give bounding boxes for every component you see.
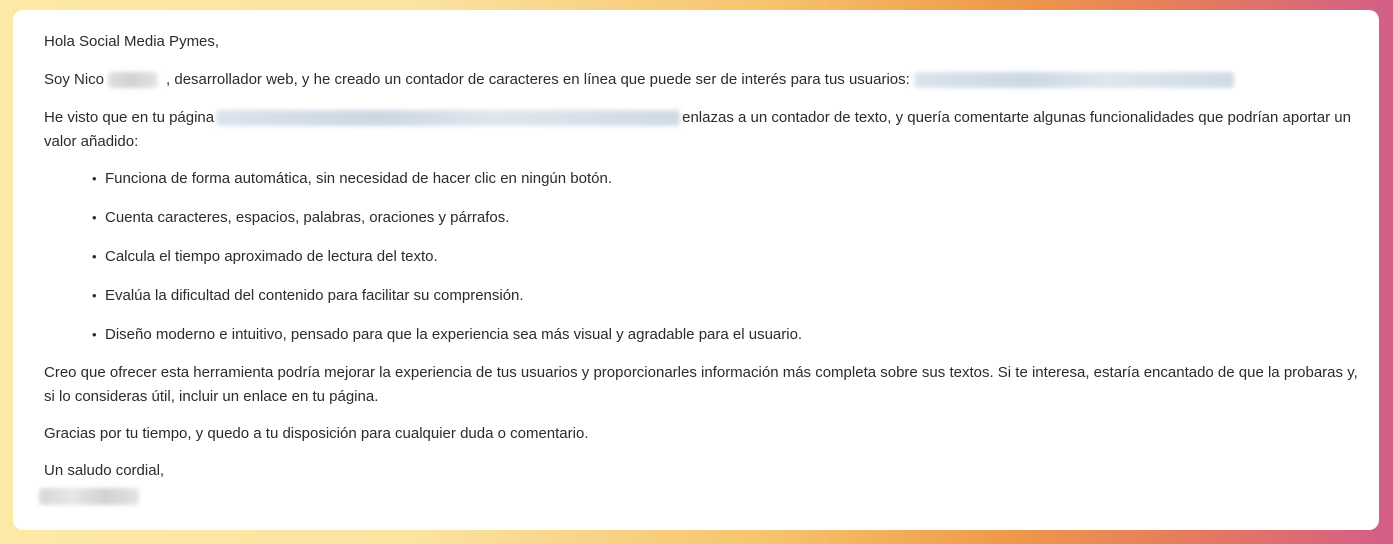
list-item	[94, 323, 1363, 347]
greeting-line: Hola Social Media Pymes,	[44, 33, 220, 50]
feature-text: Evalúa la dificultad del contenido para facilitar su comprensión.	[105, 287, 524, 304]
list-item	[94, 284, 1363, 308]
redacted-signature	[39, 488, 139, 505]
bullet-icon: •	[92, 327, 97, 342]
context-text-start: He visto que en tu página	[44, 109, 215, 126]
context-text-end: enlazas a un contador de texto, y quería comentarte algunas funcionalidades que podrían aportar un valor añadido:	[44, 109, 1351, 150]
email-body-card	[13, 10, 1379, 530]
list-item	[94, 167, 1363, 191]
bullet-icon: •	[92, 249, 97, 264]
redacted-tool-url	[914, 72, 1234, 88]
feature-text: Cuenta caracteres, espacios, palabras, oraciones y párrafos.	[105, 209, 510, 226]
list-item	[94, 206, 1363, 230]
bullet-icon: •	[92, 210, 97, 225]
intro-text-end: , desarrollador web, y he creado un contador de caracteres en línea que puede ser de interés para tus usuarios:	[166, 71, 910, 88]
closing-paragraph: Creo que ofrecer esta herramienta podría mejorar la experiencia de tus usuarios y proporcionarles información más completa sobre sus textos. Si te interesa, estaría encantado de que la probaras y, si lo consideras útil, incluir un enlace en tu página.	[44, 364, 1358, 405]
feature-text: Calcula el tiempo aproximado de lectura del texto.	[105, 248, 438, 265]
thanks-line: Gracias por tu tiempo, y quedo a tu disposición para cualquier duda o comentario.	[44, 425, 589, 442]
intro-paragraph	[44, 68, 1363, 92]
bullet-icon: •	[92, 288, 97, 303]
feature-text: Funciona de forma automática, sin necesidad de hacer clic en ningún botón.	[105, 170, 612, 187]
list-item	[94, 245, 1363, 269]
redacted-page-url	[216, 110, 680, 126]
features-list	[44, 167, 1363, 347]
context-paragraph	[44, 106, 1363, 154]
feature-text: Diseño moderno e intuitivo, pensado para que la experiencia sea más visual y agradable para el usuario.	[105, 326, 803, 343]
redacted-surname	[108, 72, 158, 88]
intro-text-start: Soy Nico	[44, 71, 105, 88]
bullet-icon: •	[92, 171, 97, 186]
signoff-line: Un saludo cordial,	[44, 462, 165, 479]
